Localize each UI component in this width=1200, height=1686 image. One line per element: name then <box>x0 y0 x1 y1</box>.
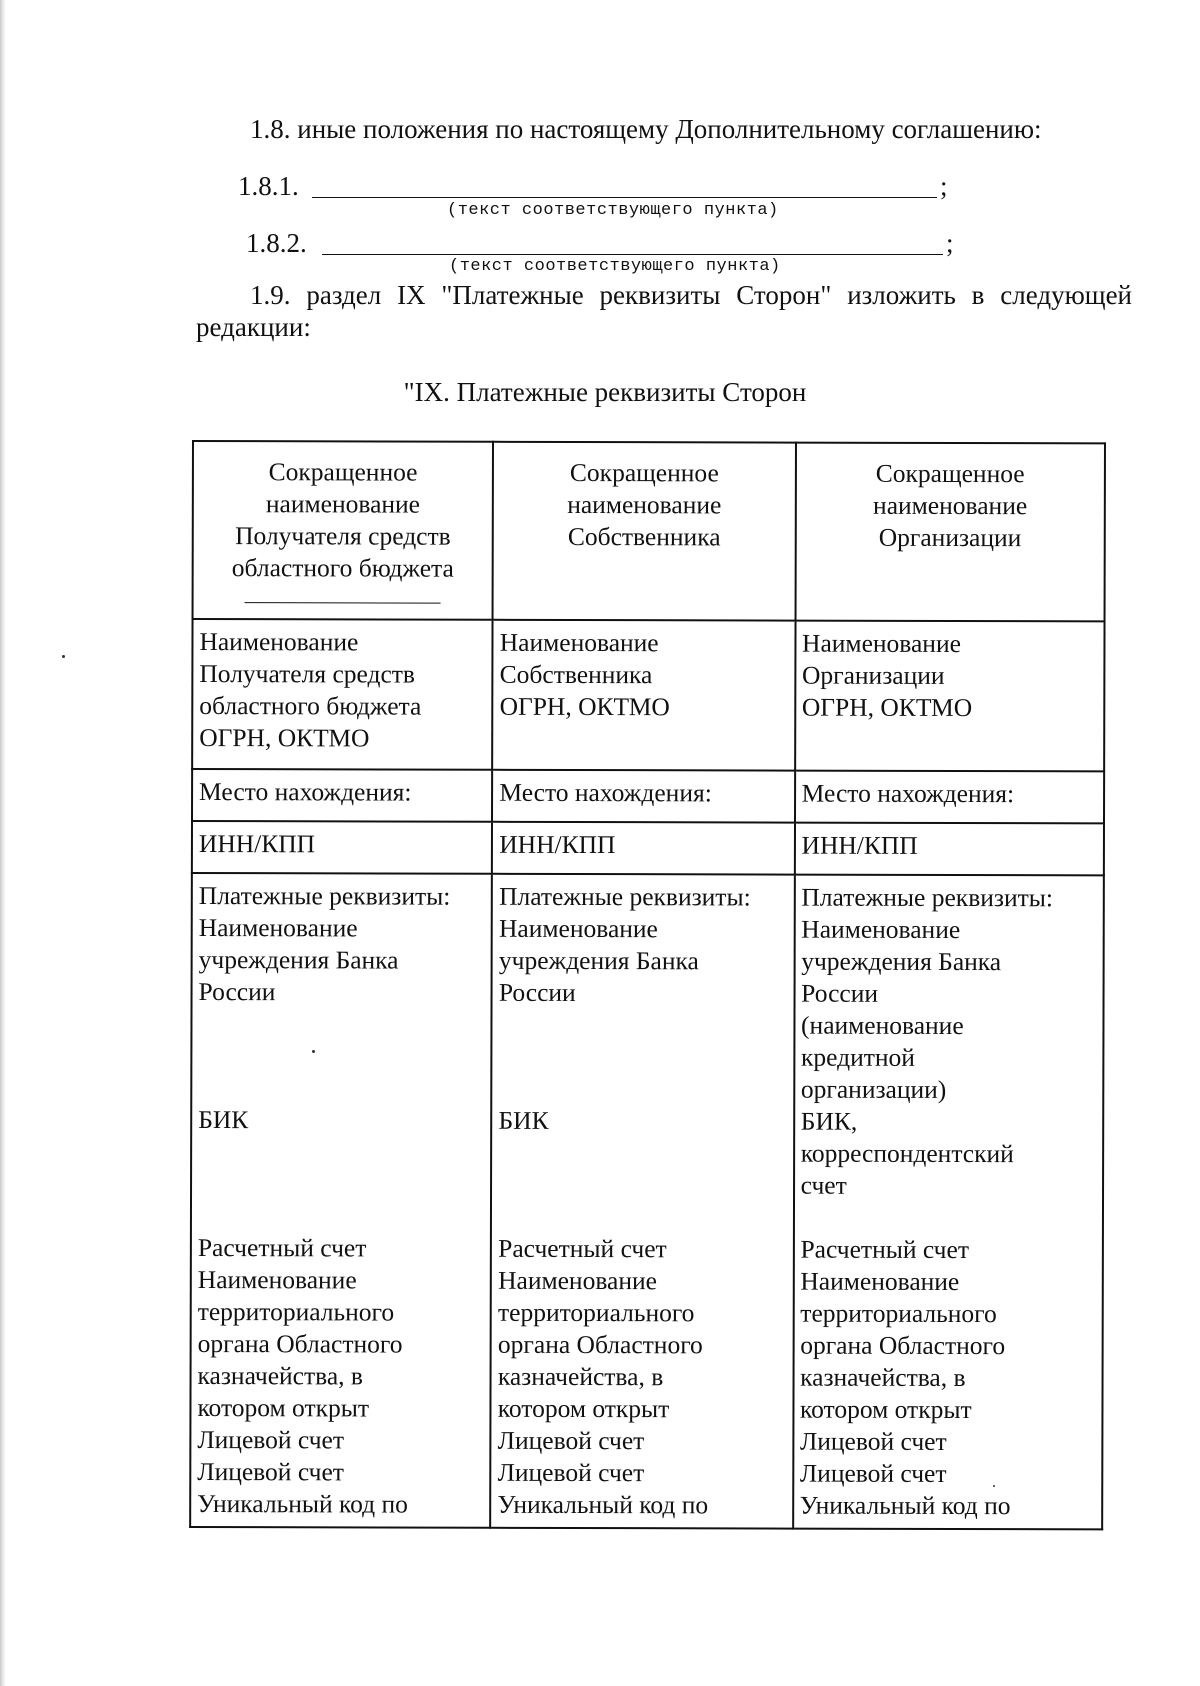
table-cell: Наименование Организации ОГРН, ОКТМО <box>795 621 1105 772</box>
blank-rule <box>245 602 441 604</box>
table-cell: Наименование Собственника ОГРН, ОКТМО <box>492 620 795 771</box>
table-row-location <box>192 769 1104 823</box>
fill-caption-1: (текст соответствующего пункта) <box>447 201 779 220</box>
fill-caption-2: (текст соответствующего пункта) <box>449 257 781 276</box>
table-cell: Платежные реквизиты: Наименование учреждения Банка России (наименование кредитной организации) БИК, корреспондентский счет Расчетный счет Наименование территориального органа Областного казначейства, в котором открыт Лицевой счет Лицевой счет Уникальный код по <box>793 875 1104 1530</box>
scan-speck <box>993 1485 995 1487</box>
table-cell: ИНН/КПП <box>794 823 1104 876</box>
section-title: "IX. Платежные реквизиты Сторон <box>403 377 807 407</box>
table-row-inn-kpp <box>192 821 1104 875</box>
table-cell: Место нахождения: <box>192 769 492 822</box>
header-cell-owner: Сокращенное наименование Собственника <box>493 442 796 621</box>
blank-rule <box>312 197 937 198</box>
paragraph-1-9: 1.9. раздел IX "Платежные реквизиты Сторон" изложить в следующей редакции: <box>196 280 1132 342</box>
scan-speck <box>62 655 65 658</box>
blank-rule <box>322 254 943 255</box>
table-cell: Место нахождения: <box>795 771 1105 824</box>
clause-end: ; <box>946 228 954 258</box>
table-cell: Место нахождения: <box>492 770 794 823</box>
header-cell-organization: Сокращенное наименование Организации <box>795 443 1105 622</box>
payment-details-table <box>189 440 1106 1530</box>
table-cell: Наименование Получателя средств областного бюджета ОГРН, ОКТМО <box>192 619 493 770</box>
scan-speck <box>312 1050 315 1053</box>
header-cell-recipient: Сокращенное наименование Получателя средств областного бюджета <box>193 441 494 620</box>
table-cell: ИНН/КПП <box>492 822 794 875</box>
table-row-payment-details <box>190 873 1104 1529</box>
table-cell: ИНН/КПП <box>192 821 492 874</box>
clause-number: 1.8.1. <box>238 171 299 201</box>
table-row-names <box>192 619 1104 771</box>
table-cell: Платежные реквизиты: Наименование учреждения Банка России БИК Расчетный счет Наименование территориального органа Областного казначейства, в котором открыт Лицевой счет Лицевой счет Уникальный код по <box>490 874 794 1529</box>
clause-number: 1.8.2. <box>246 228 307 258</box>
table-cell: Платежные реквизиты: Наименование учреждения Банка России БИК Расчетный счет Наименование территориального органа Областного казначейства, в котором открыт Лицевой счет Лицевой счет Уникальный код по <box>190 873 492 1528</box>
clause-end: ; <box>940 171 948 201</box>
paragraph-1-8: 1.8. иные положения по настоящему Дополнительному соглашению: <box>250 114 1042 144</box>
table-row-header <box>193 441 1105 621</box>
